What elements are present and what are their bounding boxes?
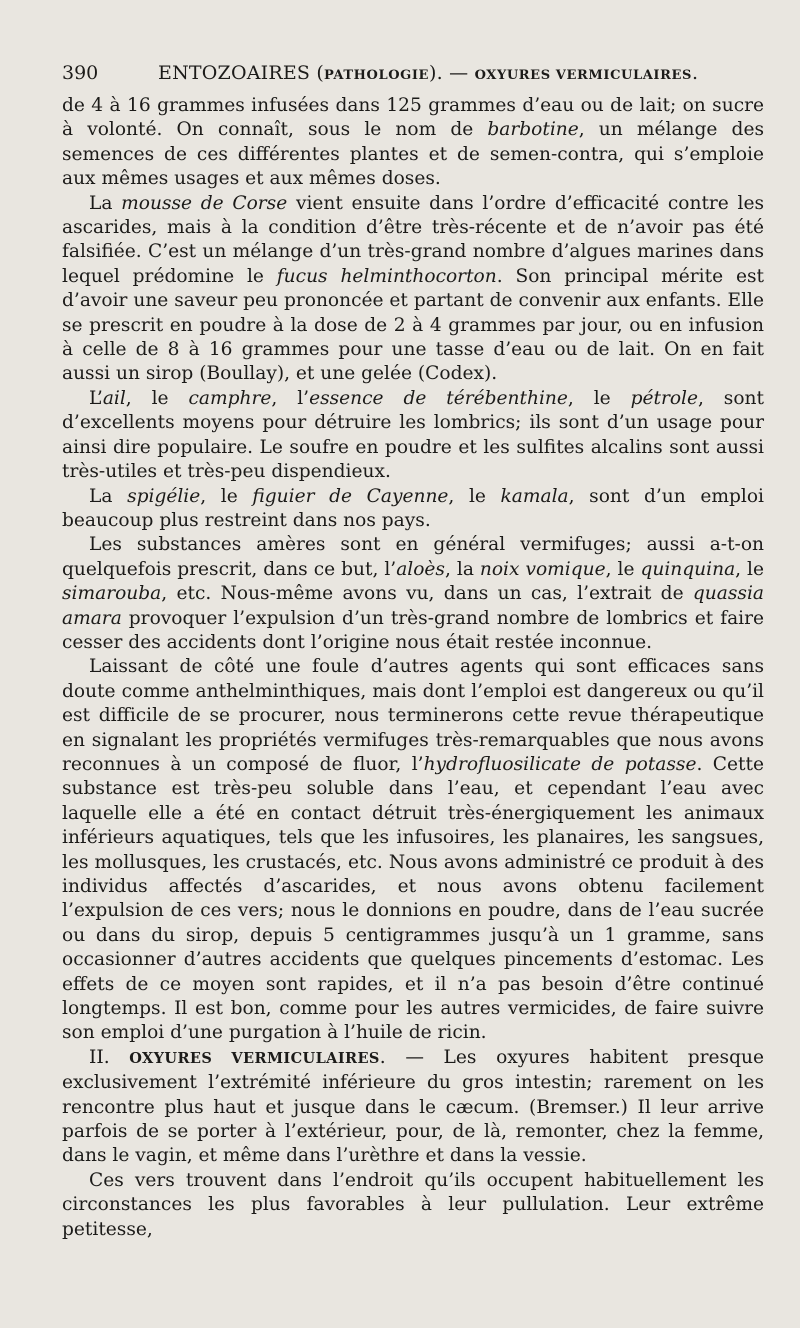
text-run: , sont d’un emploi beaucoup plus restreint dans nos pays. — [62, 485, 764, 531]
text-run: , le — [448, 485, 501, 507]
text-run: La — [89, 485, 128, 507]
text-run: , la — [444, 558, 480, 580]
text-run: , l’ — [271, 387, 310, 409]
paragraph — [62, 1169, 764, 1242]
paragraph — [62, 533, 764, 655]
text-run: , le — [735, 558, 764, 580]
paragraph — [62, 655, 764, 1046]
page-number: 390 — [62, 62, 99, 84]
italic-term: ail — [102, 387, 126, 409]
italic-term: mousse de Corse — [121, 192, 288, 214]
paragraph — [62, 387, 764, 485]
italic-term: camphre — [188, 387, 272, 409]
italic-term: simarouba — [62, 583, 162, 605]
text-run: La — [89, 192, 122, 214]
paragraph — [62, 485, 764, 534]
running-title-sub: PATHOLOGIE — [324, 68, 430, 83]
text-run: provoquer l’expulsion d’un très-grand nombre de lombrics et faire cesser des accidents dont l’origine nous était restée inconnue. — [62, 607, 764, 653]
running-section-title: OXYURES VERMICULAIRES — [474, 68, 692, 83]
text-run: de 4 à 16 grammes infusées dans 125 grammes d’eau ou de lait; on sucre à volonté. On connaît, sous le nom de — [62, 95, 764, 141]
text-run: Les substances amères sont en général vermifuges; aussi a-t-on quelquefois prescrit, dans ce but, l’ — [62, 534, 764, 580]
italic-term: aloès — [396, 558, 445, 580]
text-run: , le — [605, 558, 641, 580]
text-run: , sont d’excellents moyens pour détruire les lombrics; ils sont d’un usage pour ainsi dire populaire. Le soufre en poudre et les sulfites alcalins sont aussi très-utiles et très-peu dispendieux. — [62, 387, 764, 483]
italic-term: quassia amara — [62, 583, 764, 629]
text-run: L’ — [89, 387, 103, 409]
text-run: vient ensuite dans l’ordre d’efficacité contre les ascarides, mais à la condition d’être très-récente et de n’avoir pas été falsifiée. C’est un mélange d’un très-grand nombre d’algues marines dans lequel prédomine le — [62, 192, 765, 287]
text-run: , etc. Nous-même avons vu, dans un cas, l’extrait de — [161, 583, 693, 605]
running-title-end: . — [691, 62, 699, 84]
text-run: II. — [89, 1046, 130, 1068]
text-run: Ces vers trouvent dans l’endroit qu’ils occupent habituellement les circonstances les plus favorables à leur pullulation. Leur extrême petitesse, — [62, 1169, 764, 1240]
body-text — [62, 94, 764, 1242]
text-run: . Son principal mérite est d’avoir une saveur peu prononcée et partant de convenir aux enfants. Elle se prescrit en poudre à la dose de 2 à 4 grammes par jour, ou en infusion à celle de 8 à 16 grammes pour une tasse d’eau ou de lait. On en fait aussi un sirop (Boullay), et une gelée (Codex). — [62, 265, 764, 385]
italic-term: hydrofluosilicate de potasse — [423, 753, 697, 775]
text-run: , le — [567, 387, 631, 409]
italic-term: barbotine — [487, 119, 579, 141]
running-header — [62, 62, 764, 92]
text-run: , le — [200, 485, 253, 507]
italic-term: spigélie — [127, 485, 201, 507]
section-heading: OXYURES VERMICULAIRES — [129, 1049, 380, 1067]
running-title — [158, 62, 698, 84]
italic-term: noix vomique — [479, 558, 606, 580]
italic-term: pétrole — [630, 387, 698, 409]
text-run: Laissant de côté une foule d’autres agents qui sont efficaces sans doute comme anthelminthiques, mais dont l’emploi est dangereux ou qu’il est difficile de se procurer, nous terminerons cette revue thérapeutique en signalant les propriétés vermifuges très-remarquables que nous avons reconnues à un composé de fluor, l’ — [62, 656, 764, 775]
italic-term: figuier de Cayenne — [252, 485, 449, 507]
text-run: , un mélange des semences de ces différentes plantes et de semen-contra, qui s’emploie aux mêmes usages et aux mêmes doses. — [62, 119, 764, 190]
paragraph — [62, 94, 764, 192]
italic-term: fucus helminthocorton — [276, 265, 497, 287]
text-run: . — Les oxyures habitent presque exclusivement l’extrémité inférieure du gros intestin; rarement on les rencontre plus haut et jusque dans le cæcum. (Bremser.) Il leur arrive parfois de se porter à l’extérieur, pour, de là, remonter, chez la femme, dans le vagin, et même dans l’urèthre et dans la vessie. — [62, 1046, 764, 1167]
paragraph — [62, 1046, 764, 1169]
running-title-main: ENTOZOAIRES ( — [158, 62, 324, 84]
italic-term: kamala — [500, 485, 569, 507]
text-run: . Cette substance est très-peu soluble dans l’eau, et cependant l’eau avec laquelle elle a été en contact détruit très-énergiquement les animaux inférieurs aquatiques, tels que les infusoires, les planaires, les sangsues, les mollusques, les crustacés, etc. Nous avons administré ce produit à des individus affectés d’ascarides, et nous avons obtenu facilement l’expulsion de ces vers; nous le donnions en poudre, dans de l’eau sucrée ou dans du sirop, depuis 5 centigrammes jusqu’à un 1 gramme, sans occasionner d’autres accidents que quelques pincements d’estomac. Les effets de ce moyen sont rapides, et il n’a pas besoin d’être continué longtemps. Il est bon, comme pour les autres vermicides, de faire suivre son emploi d’une purgation à l’huile de ricin. — [62, 753, 764, 1044]
italic-term: quinquina — [640, 558, 736, 580]
running-title-sep: ). — — [429, 62, 475, 84]
italic-term: essence de térébenthine — [309, 387, 568, 409]
paragraph — [62, 192, 764, 387]
text-run: , le — [125, 387, 189, 409]
